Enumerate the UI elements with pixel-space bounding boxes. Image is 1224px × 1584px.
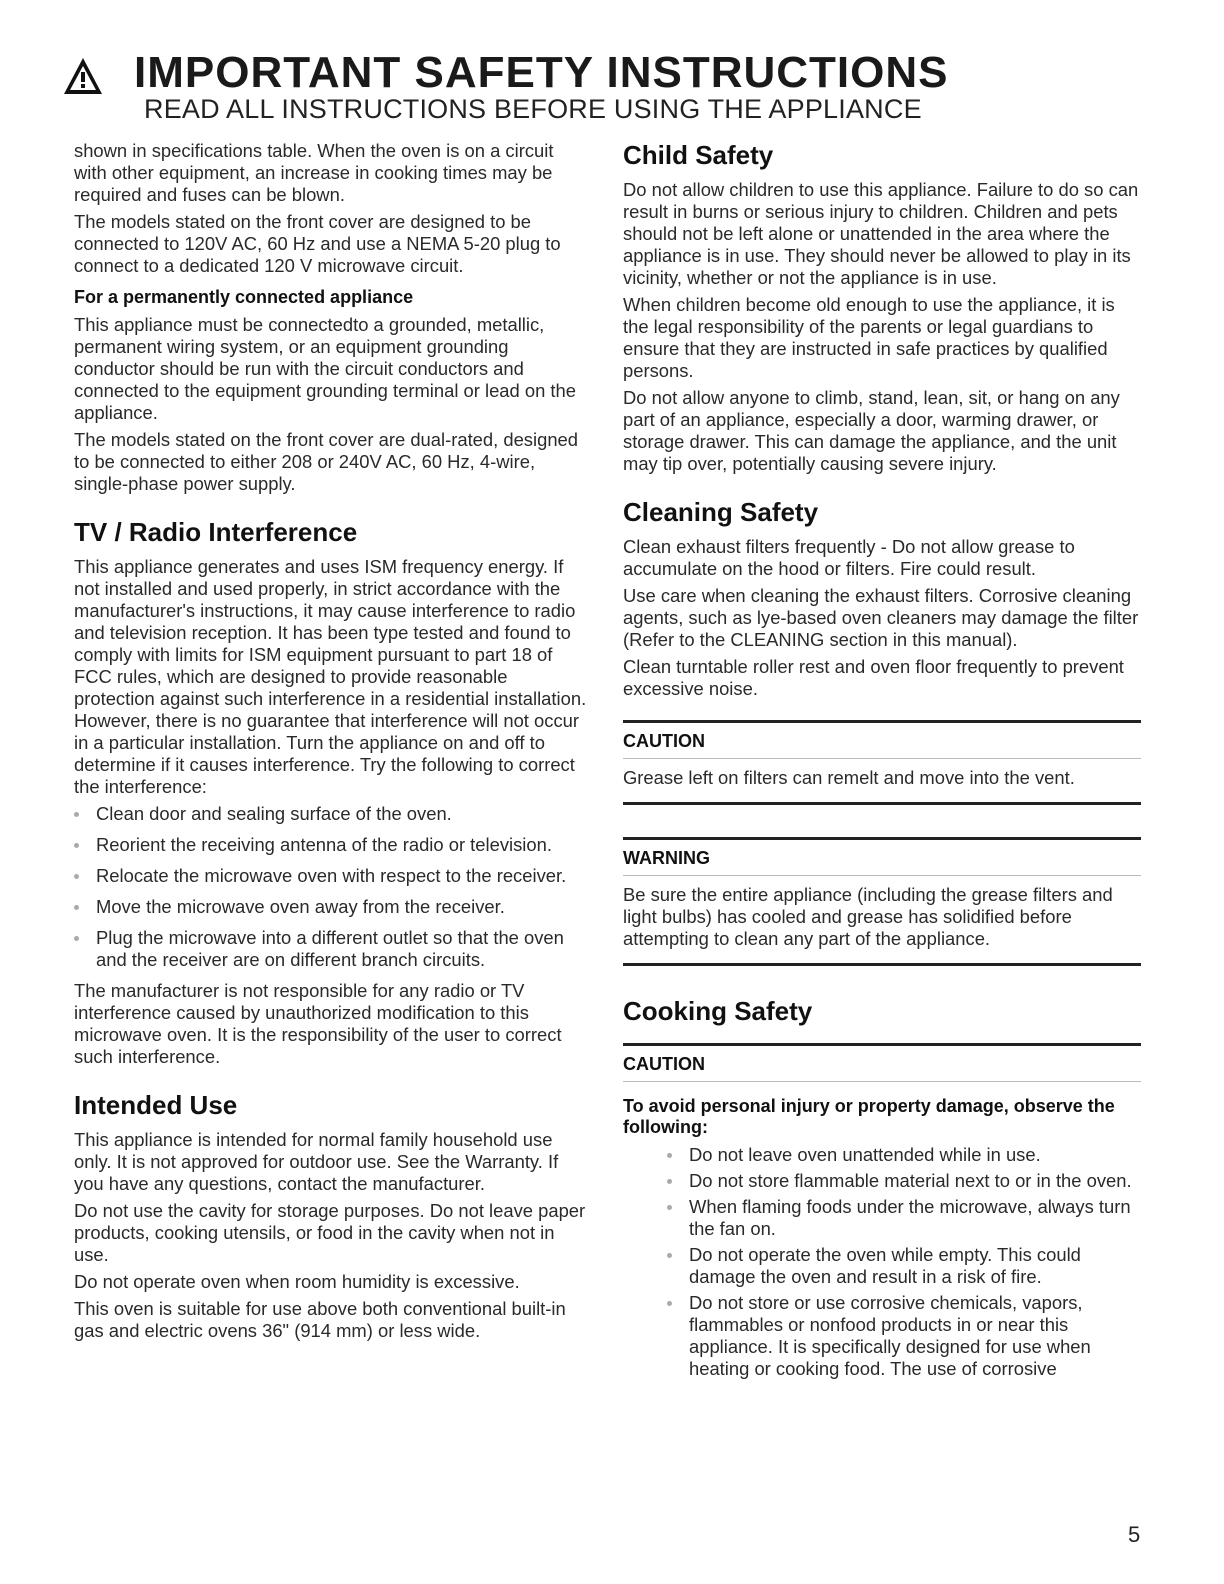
intended-use-section xyxy=(74,1090,589,1342)
caution-title: CAUTION xyxy=(623,723,1141,759)
child-paragraph-1: Do not allow children to use this appliance. Failure to do so can result in burns or serious injury to children. Children and pets should not be left alone or unattended in the area where the appliance is in use. They should never be allowed to play in its vicinity, whether or not the appliance is in use. xyxy=(623,179,1139,288)
list-item: Do not leave oven unattended while in use. xyxy=(667,1144,1141,1166)
caution-title: CAUTION xyxy=(623,1046,1141,1082)
list-item: Plug the microwave into a different outlet so that the oven and the receiver are on different branch circuits. xyxy=(74,927,589,971)
use-paragraph-2: Do not use the cavity for storage purposes. Do not leave paper products, cooking utensils, or food in the cavity when not in use. xyxy=(74,1200,586,1265)
bullet-icon xyxy=(74,905,79,910)
tv-paragraph-1: This appliance generates and uses ISM frequency energy. If not installed and used properly, in strict accordance with the manufacturer's instructions, it may cause interference to radio and television reception. It has been type tested and found to comply with limits for ISM equipment pursuant to part 18 of FCC rules, which are designed to provide reasonable protection against such interference in a residential installation. However, there is no guarantee that interference will not occur in a particular installation. Turn the appliance on and off to determine if it causes interference. Try the following to correct the interference: xyxy=(74,556,587,797)
child-safety-heading: Child Safety xyxy=(623,140,774,170)
permanent-paragraph-2: The models stated on the front cover are dual-rated, designed to be connected to either 208 or 240V AC, 60 Hz, 4-wire, single-phase power supply. xyxy=(74,429,579,494)
page-title: IMPORTANT SAFETY INSTRUCTIONS xyxy=(134,48,949,97)
use-paragraph-3: Do not operate oven when room humidity is excessive. xyxy=(74,1271,520,1292)
right-column xyxy=(623,140,1141,1384)
cleaning-safety-section xyxy=(623,497,1141,700)
clean-paragraph-1: Clean exhaust filters frequently - Do not allow grease to accumulate on the hood or filters. Fire could result. xyxy=(623,536,1075,579)
list-item: Reorient the receiving antenna of the radio or television. xyxy=(74,834,589,856)
cooking-safety-heading: Cooking Safety xyxy=(623,996,813,1026)
page-number: 5 xyxy=(1128,1522,1141,1547)
intended-use-heading: Intended Use xyxy=(74,1090,238,1120)
bullet-icon xyxy=(667,1153,672,1158)
bullet-icon xyxy=(667,1253,672,1258)
clean-paragraph-3: Clean turntable roller rest and oven floor frequently to prevent excessive noise. xyxy=(623,656,1124,699)
cleaning-safety-heading: Cleaning Safety xyxy=(623,497,819,527)
page-header xyxy=(62,48,1162,125)
list-item: Move the microwave oven away from the receiver. xyxy=(74,896,589,918)
cooking-subheading: To avoid personal injury or property damage, observe the following: xyxy=(623,1096,1115,1137)
warning-text: Be sure the entire appliance (including the grease filters and light bulbs) has cooled and grease has solidified before attempting to clean any part of the appliance. xyxy=(623,884,1113,949)
child-paragraph-3: Do not allow anyone to climb, stand, lean, sit, or hang on any part of an appliance, especially a door, warming drawer, or storage drawer. This can damage the appliance, and the unit may tip over, potentially causing severe injury. xyxy=(623,387,1120,474)
bullet-icon xyxy=(667,1179,672,1184)
page-subtitle: READ ALL INSTRUCTIONS BEFORE USING THE APPLIANCE xyxy=(144,94,922,124)
list-item: Do not operate the oven while empty. This could damage the oven and result in a risk of fire. xyxy=(667,1244,1141,1288)
list-item: When flaming foods under the microwave, always turn the fan on. xyxy=(667,1196,1141,1240)
tv-bullet-list xyxy=(74,803,589,971)
child-paragraph-2: When children become old enough to use the appliance, it is the legal responsibility of the parents or legal guardians to ensure that they are instructed in safe practices by qualified persons. xyxy=(623,294,1115,381)
bullet-icon xyxy=(74,843,79,848)
title-row xyxy=(62,48,1162,98)
warning-triangle-icon xyxy=(62,56,104,96)
intro-paragraph-1: shown in specifications table. When the oven is on a circuit with other equipment, an increase in cooking times may be required and fuses can be blown. xyxy=(74,140,554,205)
bullet-icon xyxy=(74,936,79,941)
tv-radio-heading: TV / Radio Interference xyxy=(74,517,358,547)
use-paragraph-4: This oven is suitable for use above both conventional built-in gas and electric ovens 36" (914 mm) or less wide. xyxy=(74,1298,566,1341)
list-item: Relocate the microwave oven with respect to the receiver. xyxy=(74,865,589,887)
cooking-bullet-list xyxy=(667,1144,1141,1380)
caution-text: Grease left on filters can remelt and move into the vent. xyxy=(623,767,1075,788)
list-item: Clean door and sealing surface of the oven. xyxy=(74,803,589,825)
bullet-icon xyxy=(667,1205,672,1210)
bullet-icon xyxy=(74,812,79,817)
permanent-connection-heading: For a permanently connected appliance xyxy=(74,287,414,307)
use-paragraph-1: This appliance is intended for normal family household use only. It is not approved for outdoor use. See the Warranty. If you have any questions, contact the manufacturer. xyxy=(74,1129,559,1194)
warning-box-cleaning xyxy=(623,837,1141,966)
caution-box-cooking xyxy=(623,1043,1141,1082)
caution-box-cleaning xyxy=(623,720,1141,805)
tv-radio-section xyxy=(74,517,589,1068)
intro-paragraph-2: The models stated on the front cover are designed to be connected to 120V AC, 60 Hz and use a NEMA 5-20 plug to connect to a dedicated 120 V microwave circuit. xyxy=(74,211,561,276)
clean-paragraph-2: Use care when cleaning the exhaust filters. Corrosive cleaning agents, such as lye-based oven cleaners may damage the filter (Refer to the CLEANING section in this manual). xyxy=(623,585,1139,650)
list-item: Do not store flammable material next to or in the oven. xyxy=(667,1170,1141,1192)
tv-paragraph-2: The manufacturer is not responsible for any radio or TV interference caused by unauthorized modification to this microwave oven. It is the responsibility of the user to correct such interference. xyxy=(74,980,562,1067)
bullet-icon xyxy=(667,1301,672,1306)
left-column xyxy=(74,140,589,1347)
warning-title: WARNING xyxy=(623,840,1141,876)
list-item: Do not store or use corrosive chemicals, vapors, flammables or nonfood products in or near this appliance. It is specifically designed for use when heating or cooking food. The use of corrosive xyxy=(667,1292,1141,1380)
permanent-paragraph-1: This appliance must be connectedto a grounded, metallic, permanent wiring system, or an equipment grounding conductor should be run with the circuit conductors and connected to the equipment grounding terminal or lead on the appliance. xyxy=(74,314,576,423)
bullet-icon xyxy=(74,874,79,879)
cooking-safety-section xyxy=(623,996,1141,1380)
